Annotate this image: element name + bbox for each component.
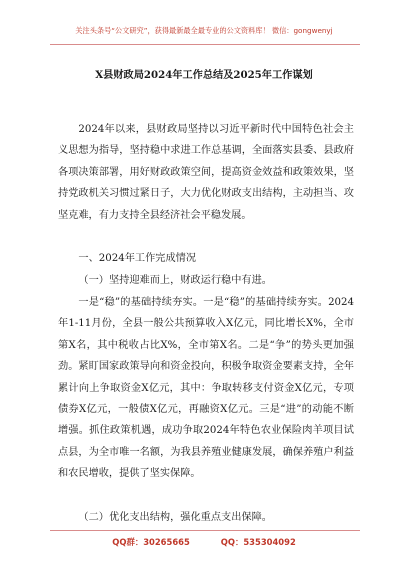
qq-group: QQ群：30265665 [112,537,190,547]
header-divider [50,44,360,45]
section-heading: 一、2024年工作完成情况 [78,253,197,264]
promo-header: 关注头条号“公文研究”，获得最新最全最专业的公文资料库！ 微信：gongwenyj [75,26,333,35]
body-paragraph: 一是“稳”的基础持续夯实。一是“稳”的基础持续夯实。2024年1-11月份，全县一般公共预算收入X亿元，同比增长X%，全市第X名，其中税收占比X%，全市第X名。二是“争”的势头更加强劲。紧盯国家政策导向和资金投向，积极争取资金要素支持，全年累计向上争取资金X亿元，其中：争取转移支付资金X亿元，专项债券X亿元，一般债X亿元，再融资X亿元。三是“进”的动能不断增强。抓住政策机遇，成功争取2024年特色农业保险肉羊项目试点县，为全市唯一名额，为我县养殖业健康发展，确保养殖户利益和农民增收，提供了坚实保障。 [58,297,354,480]
subsection-heading-2: （二）优化支出结构，强化重点支出保障。 [78,512,272,523]
document-title: X县财政局2024年工作总结及2025年工作谋划 [95,69,313,81]
qq-number: QQ：535304092 [220,537,296,547]
footer-divider [50,530,360,531]
intro-paragraph: 2024年以来，县财政局坚持以习近平新时代中国特色社会主义思想为指导，坚持稳中求进工作总基调，全面落实县委、县政府各项决策部署，用好财政政策空间，提高资金效益和政策效果，坚持党政机关习惯过紧日子，大力优化财政支出结构，主动担当、攻坚克难，有力支持全县经济社会平稳发展。 [58,124,354,221]
subsection-heading-1: （一）坚持迎难而上，财政运行稳中有进。 [78,275,272,286]
contact-footer [0,536,408,548]
